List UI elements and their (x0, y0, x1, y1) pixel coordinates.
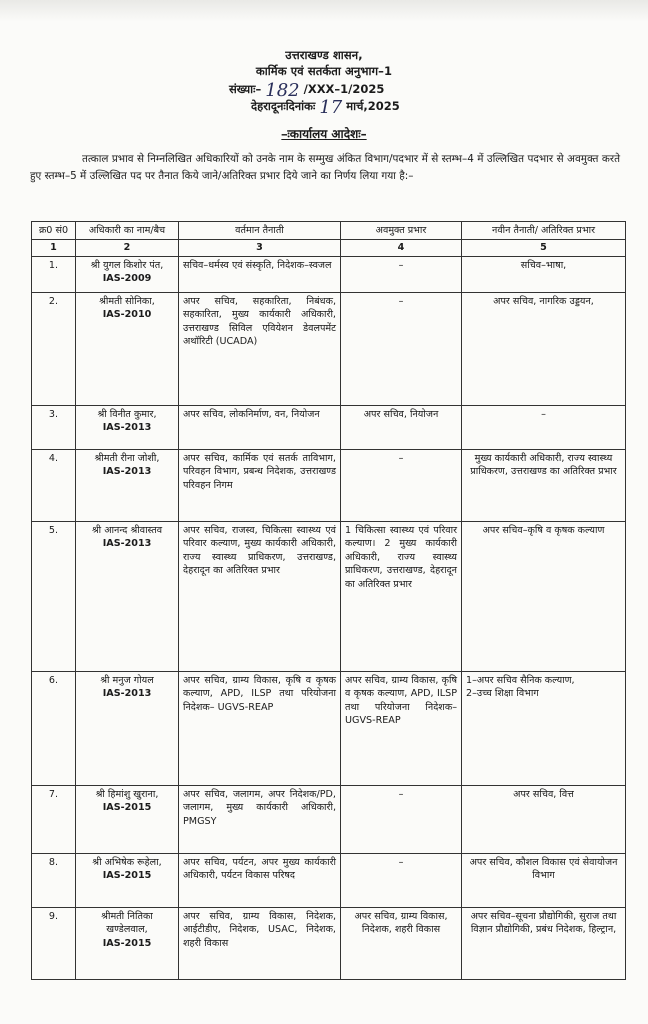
order-date-label: देहरादूनःदिनांकः (251, 99, 316, 113)
current-posting: अपर सचिव, राजस्व, चिकित्सा स्वास्थ्य एवं परिवार कल्याण, मुख्य कार्यकारी अधिकारी, राज्य स्वास्थ्य प्राधिकरण, उत्तराखण्ड, देहरादून का अतिरिक्त प्रभार (179, 521, 341, 671)
intro-paragraph (30, 151, 620, 185)
row-sno: 5. (32, 521, 76, 671)
relieved-charge: अपर सचिव, ग्राम्य विकास, निदेशक, शहरी विकास (341, 907, 462, 979)
header-line-1: उत्तराखण्ड शासन, (285, 48, 363, 62)
officer-cell (76, 671, 179, 785)
relieved-charge: – (341, 256, 462, 292)
header-line-2: कार्मिक एवं सतर्कता अनुभाग–1 (255, 64, 393, 78)
table-row (32, 292, 626, 405)
officer-cell (76, 292, 179, 405)
order-date-suffix: मार्च,2025 (346, 99, 400, 113)
order-number-label: संख्याः– (229, 82, 262, 96)
table-row (32, 521, 626, 671)
colnum-5: 5 (462, 240, 626, 257)
order-number-suffix: /XXX–1/2025 (303, 82, 385, 96)
relieved-charge: – (341, 853, 462, 907)
header-relieved-charge: अवमुक्त प्रभार (341, 222, 462, 240)
officer-batch: IAS-2015 (102, 870, 152, 882)
table-row (32, 671, 626, 785)
intro-text: तत्काल प्रभाव से निम्नलिखित अधिकारियों को उनके नाम के सम्मुख अंकित विभाग/पदभार में से स्तम्भ–4 में उल्लिखित पदभार से अवमुक्त करते हुए स्तम्भ–5 में उल्लिखित पद पर तैनात किये जाने/अतिरिक्त प्रभार दिये जाने का निर्णय लिया गया है:– (30, 153, 620, 182)
new-posting: मुख्य कार्यकारी अधिकारी, राज्य स्वास्थ्य प्राधिकरण, उत्तराखण्ड का अतिरिक्त प्रभार (462, 449, 626, 521)
row-sno: 8. (32, 853, 76, 907)
colnum-4: 4 (341, 240, 462, 257)
header-current-posting: वर्तमान तैनाती (179, 222, 341, 240)
table-row (32, 785, 626, 853)
column-number-row (32, 240, 626, 257)
relieved-charge: अपर सचिव, नियोजन (341, 405, 462, 449)
current-posting: अपर सचिव, पर्यटन, अपर मुख्य कार्यकारी अधिकारी, पर्यटन विकास परिषद (179, 853, 341, 907)
officer-cell (76, 521, 179, 671)
new-posting: अपर सचिव, नागरिक उड्डयन, (462, 292, 626, 405)
officer-batch: IAS-2013 (102, 466, 152, 478)
new-posting: अपर सचिव–कृषि व कृषक कल्याण (462, 521, 626, 671)
order-date (251, 97, 400, 118)
header-officer: अधिकारी का नाम/बैच (76, 222, 179, 240)
new-posting-item-2: 2–उच्च शिक्षा विभाग (466, 688, 539, 700)
officer-cell (76, 907, 179, 979)
officer-batch: IAS-2010 (102, 309, 152, 321)
row-sno: 3. (32, 405, 76, 449)
officer-batch: IAS-2013 (102, 538, 152, 550)
officer-name: श्री आनन्द श्रीवास्तव (91, 524, 163, 536)
colnum-1: 1 (32, 240, 76, 257)
table-row (32, 405, 626, 449)
current-posting: सचिव–धर्मस्व एवं संस्कृति, निदेशक–स्वजल (179, 256, 341, 292)
officer-name: श्रीमती नितिका खण्डेलवाल, (101, 910, 153, 936)
officer-name: श्री अभिषेक रूहेला, (92, 856, 162, 868)
new-posting: सचिव–भाषा, (462, 256, 626, 292)
row-sno: 1. (32, 256, 76, 292)
officer-name: श्रीमती रीना जोशी, (94, 452, 160, 464)
row-sno: 2. (32, 292, 76, 405)
relieved-charge: – (341, 292, 462, 405)
new-posting: अपर सचिव, वित्त (462, 785, 626, 853)
scan-edge (0, 0, 648, 22)
office-order-title: –ःकार्यालय आदेशः– (281, 127, 367, 141)
officer-name: श्री हिमांशु खुराना, (95, 788, 159, 800)
officer-name: श्री विनीत कुमार, (97, 408, 157, 420)
table-row (32, 449, 626, 521)
order-date-handwritten: 17 (319, 97, 343, 118)
officer-cell (76, 449, 179, 521)
current-posting: अपर सचिव, ग्राम्य विकास, कृषि व कृषक कल्याण, APD, ILSP तथा परियोजना निदेशक– UGVS-REAP (179, 671, 341, 785)
relieved-charge: – (341, 785, 462, 853)
new-posting: अपर सचिव, कौशल विकास एवं सेवायोजन विभाग (462, 853, 626, 907)
officer-batch: IAS-2015 (102, 802, 152, 814)
row-sno: 6. (32, 671, 76, 785)
current-posting: अपर सचिव, जलागम, अपर निदेशक/PD, जलागम, मुख्य कार्यकारी अधिकारी, PMGSY (179, 785, 341, 853)
relieved-charge: 1 चिकित्सा स्वास्थ्य एवं परिवार कल्याण। 2 मुख्य कार्यकारी अधिकारी, राज्य स्वास्थ्य प्राधिकरण, उत्तराखण्ड, देहरादून का अतिरिक्त प्रभार (341, 521, 462, 671)
current-posting: अपर सचिव, ग्राम्य विकास, निदेशक, आईटीडीए, निदेशक, USAC, निदेशक, शहरी विकास (179, 907, 341, 979)
officer-batch: IAS-2015 (102, 937, 152, 949)
colnum-3: 3 (179, 240, 341, 257)
relieved-charge: अपर सचिव, ग्राम्य विकास, कृषि व कृषक कल्याण, APD, ILSP तथा परियोजना निदेशक– UGVS-REAP (341, 671, 462, 785)
officer-name: श्री मनुज गोयल (100, 674, 154, 686)
relieved-charge: – (341, 449, 462, 521)
officer-cell (76, 256, 179, 292)
table-header-row (32, 222, 626, 240)
officer-name: श्रीमती सोनिका, (99, 295, 155, 307)
new-posting: – (462, 405, 626, 449)
colnum-2: 2 (76, 240, 179, 257)
current-posting: अपर सचिव, कार्मिक एवं सतर्क ताविभाग, परिवहन विभाग, प्रबन्ध निदेशक, उत्तराखण्ड परिवहन निगम (179, 449, 341, 521)
officer-cell (76, 405, 179, 449)
new-posting-item-1: 1–अपर सचिव सैनिक कल्याण, (466, 674, 575, 686)
officer-cell (76, 853, 179, 907)
table-row (32, 256, 626, 292)
officer-name: श्री युगल किशोर पंत, (90, 259, 164, 271)
header-new-posting: नवीन तैनाती/ अतिरिक्त प्रभार (462, 222, 626, 240)
header-sno: क्र0 सं0 (32, 222, 76, 240)
table-row (32, 907, 626, 979)
current-posting: अपर सचिव, सहकारिता, निबंधक, सहकारिता, मुख्य कार्यकारी अधिकारी, उत्तराखण्ड सिविल एवियेशन डेवलपमेंट अथॉरिटी (UCADA) (179, 292, 341, 405)
order-number-handwritten: 182 (265, 80, 300, 101)
new-posting (462, 671, 626, 785)
row-sno: 7. (32, 785, 76, 853)
officer-batch: IAS-2013 (102, 422, 152, 434)
officer-cell (76, 785, 179, 853)
officer-batch: IAS-2013 (102, 688, 152, 700)
current-posting: अपर सचिव, लोकनिर्माण, वन, नियोजन (179, 405, 341, 449)
transfer-table (31, 221, 626, 980)
table-row (32, 853, 626, 907)
row-sno: 9. (32, 907, 76, 979)
officer-batch: IAS-2009 (102, 273, 152, 285)
row-sno: 4. (32, 449, 76, 521)
new-posting: अपर सचिव–सूचना प्रौद्योगिकी, सुराज तथा विज्ञान प्रौद्योगिकी, प्रबंध निदेशक, हिल्ट्रान, (462, 907, 626, 979)
